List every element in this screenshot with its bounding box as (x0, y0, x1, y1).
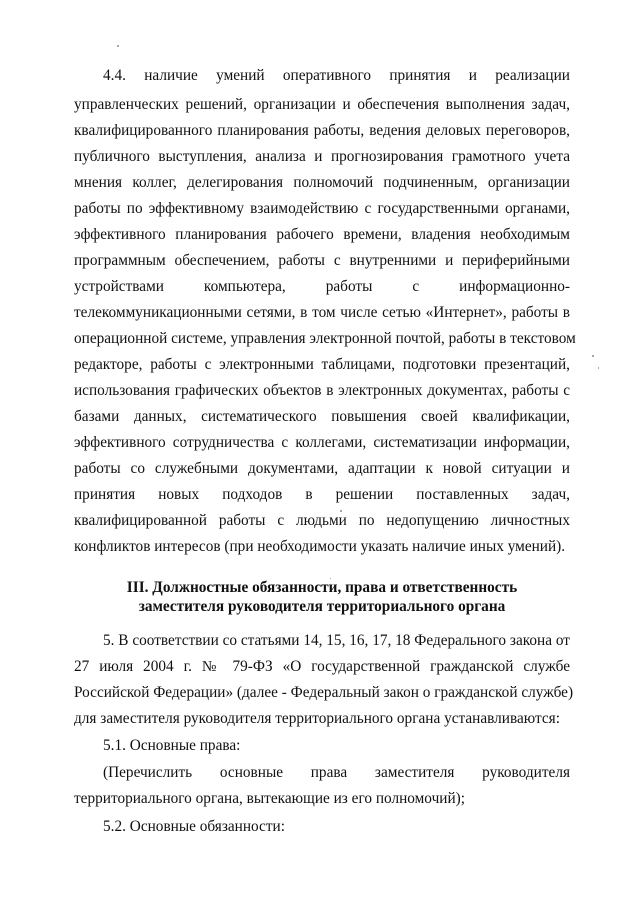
text-line: телекоммуникационными сетями, в том числе сетью «Интернет», работы в (74, 304, 570, 321)
text-line: эффективного планирования рабочего времени, владения необходимым (74, 226, 570, 243)
text-line: управленческих решений, организации и обеспечения выполнения задач, (74, 96, 570, 113)
text-line: 4.4. наличие умений оперативного принятия и реализации (103, 67, 570, 84)
text-line: принятия новых подходов в решении поставленных задач, (74, 486, 570, 503)
text-line: эффективного сотрудничества с коллегами, систематизации информации, (74, 434, 570, 451)
text-line: 27 июля 2004 г. № 79-ФЗ «О государственной гражданской службе (74, 658, 570, 675)
scan-speck (592, 355, 594, 357)
text-line: квалифицированной работы с людьми по недопущению личностных (74, 512, 570, 529)
heading-line: III. Должностные обязанности, права и ответственность (126, 579, 518, 596)
heading-line: заместителя руководителя территориального органа (138, 598, 506, 615)
text-line: устройствами компьютера, работы с информационно- (74, 278, 570, 295)
text-line: 5. В соответствии со статьями 14, 15, 16, 17, 18 Федерального закона от (103, 632, 570, 649)
text-line: Российской Федерации» (далее - Федеральный закон о гражданской службе) (74, 684, 574, 701)
text-line: работы по эффективному взаимодействию с государственными органами, (74, 200, 570, 217)
text-line: публичного выступления, анализа и прогнозирования грамотного учета (74, 148, 570, 165)
text-line: программным обеспечением, работы с внутренними и периферийными (74, 252, 570, 269)
text-line: конфликтов интересов (при необходимости указать наличие иных умений). (74, 538, 566, 555)
item-5-2: 5.2. Основные обязанности: (103, 818, 285, 835)
item-5-1: 5.1. Основные права: (103, 737, 241, 754)
text-line: мнения коллег, делегирования полномочий подчиненным, организации (74, 174, 570, 191)
text-line: редакторе, работы с электронными таблицами, подготовки презентаций, (74, 356, 570, 373)
text-line: квалифицированного планирования работы, ведения деловых переговоров, (74, 122, 570, 139)
text-line: операционной системе, управления электронной почтой, работы в текстовом (74, 330, 576, 347)
scan-speck (598, 367, 599, 369)
text-line: (Перечислить основные права заместителя руководителя (103, 764, 570, 781)
text-line: для заместителя руководителя территориального органа устанавливаются: (74, 710, 560, 727)
text-line: работы со служебными документами, адаптации к новой ситуации и (74, 460, 570, 477)
text-line: базами данных, систематического повышения своей квалификации, (74, 408, 570, 425)
scan-speck (117, 45, 119, 47)
text-line: территориального органа, вытекающие из его полномочий); (74, 790, 465, 807)
scan-speck (330, 578, 331, 579)
scan-speck (340, 510, 342, 512)
text-line: использования графических объектов в электронных документах, работы с (74, 382, 570, 399)
